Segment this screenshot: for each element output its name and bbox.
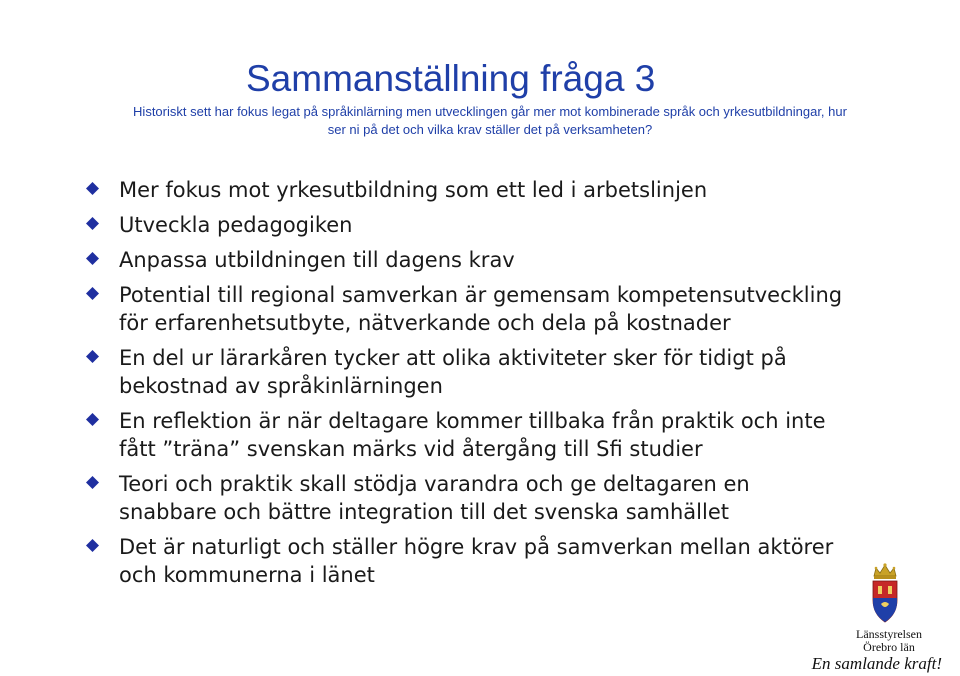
bullet-text: Anpassa utbildningen till dagens krav xyxy=(119,248,515,272)
diamond-bullet-icon xyxy=(86,539,99,552)
bullet-text: Det är naturligt och ställer högre krav på samverkan mellan aktörer och kommunerna i länet xyxy=(119,535,834,587)
diamond-bullet-icon xyxy=(86,217,99,230)
bullet-text: En reflektion är när deltagare kommer tillbaka från praktik och inte fått ”träna” svenskan märks vid återgång till Sfi studier xyxy=(119,409,826,461)
diamond-bullet-icon xyxy=(86,182,99,195)
diamond-bullet-icon xyxy=(86,287,99,300)
bullet-item xyxy=(84,533,854,589)
bullet-item xyxy=(84,344,854,400)
organization-name-line-1: Länsstyrelsen xyxy=(856,627,922,641)
slogan: En samlande kraft! xyxy=(811,654,942,673)
bullet-item xyxy=(84,470,854,526)
bullet-list xyxy=(84,176,854,596)
organization-name-line-2: Örebro län xyxy=(863,640,915,654)
diamond-bullet-icon xyxy=(86,476,99,489)
bullet-text: Teori och praktik skall stödja varandra och ge deltagaren en snabbare och bättre integration till det svenska samhället xyxy=(119,472,750,524)
bullet-text: Mer fokus mot yrkesutbildning som ett led i arbetslinjen xyxy=(119,178,708,202)
bullet-text: En del ur lärarkåren tycker att olika aktiviteter sker för tidigt på bekostnad av språkinlärningen xyxy=(119,346,787,398)
bullet-item xyxy=(84,176,854,204)
diamond-bullet-icon xyxy=(86,350,99,363)
bullet-text: Utveckla pedagogiken xyxy=(119,213,353,237)
diamond-bullet-icon xyxy=(86,252,99,265)
slide-subtitle: Historiskt sett har fokus legat på språkinlärning men utvecklingen går mer mot kombinerade språk och yrkesutbildningar, hur ser ni på det och vilka krav ställer det på verksamheten? xyxy=(133,104,847,137)
organization-name xyxy=(854,628,924,654)
bullet-text: Potential till regional samverkan är gemensam kompetensutveckling för erfarenhetsutbyte, nätverkande och dela på kostnader xyxy=(119,283,843,335)
bullet-item xyxy=(84,246,854,274)
slide-title: Sammanställning fråga 3 xyxy=(246,58,656,99)
diamond-bullet-icon xyxy=(86,413,99,426)
bullet-item xyxy=(84,407,854,463)
bullet-item xyxy=(84,281,854,337)
lansstyrelsen-logo xyxy=(812,562,952,674)
bullet-item xyxy=(84,211,854,239)
coat-of-arms-icon xyxy=(870,562,900,624)
